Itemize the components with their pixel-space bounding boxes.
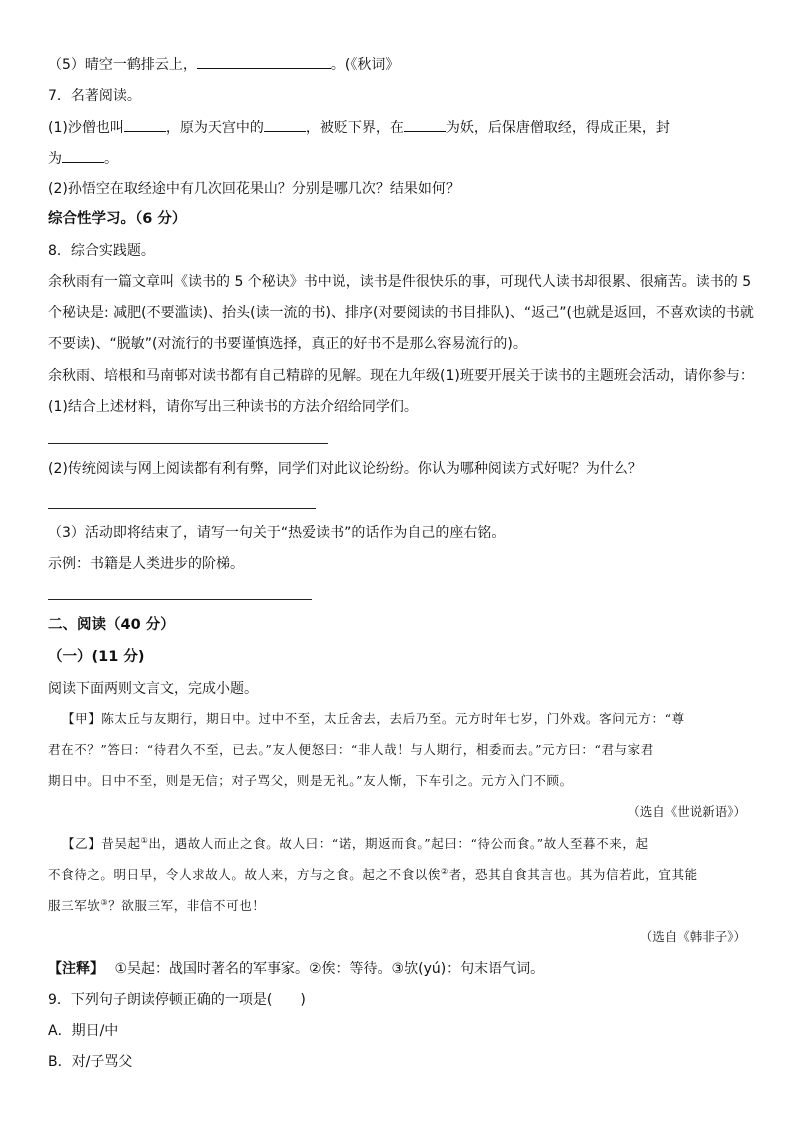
- passage-yi-line: [62, 834, 649, 854]
- footnote-marker: ③: [100, 897, 109, 907]
- notes-text: ①吴起：战国时著名的军事家。②俟：等待。③欤(yú)：句末语气词。: [114, 961, 545, 977]
- q8-example: 示例：书籍是人类进步的阶梯。: [48, 556, 244, 572]
- question-9-title: 9．下列句子朗读停顿正确的一项是( ): [48, 992, 306, 1008]
- answer-blank[interactable]: [264, 117, 306, 132]
- passage-text: 者，恐其自食其言也。其为信若此，宜其能: [448, 867, 698, 882]
- section-heading-reading: 二、阅读（40 分）: [48, 617, 175, 633]
- question-5: [48, 54, 399, 75]
- q7-text: 。: [104, 151, 118, 167]
- q8-paragraph-line: 不要读)、“脱敏”(对流行的书要谨慎选择，真正的好书不是那么容易流行的)。: [48, 336, 527, 352]
- passage-jia-line: 君在不？”答曰：“待君久不至，已去。”友人便怒曰：“非人哉！与人期行，相委而去。”元方曰：“君与家君: [48, 742, 654, 757]
- option-b[interactable]: B．对/子骂父: [48, 1054, 133, 1070]
- passage-yi-source: （选自《韩非子》）: [639, 929, 746, 944]
- q5-prefix: （5）晴空一鹤排云上，: [48, 57, 197, 73]
- q5-suffix: 。(《秋词》: [330, 57, 400, 73]
- q8-subquestion-2: (2)传统阅读与网上阅读都有利有弊，同学们对此议论纷纷。你认为哪种阅读方式好呢？为什么？: [48, 461, 642, 477]
- question-7-part2: (2)孙悟空在取经途中有几次回花果山？分别是哪几次？结果如何？: [48, 181, 460, 197]
- answer-line[interactable]: [48, 508, 316, 509]
- passage-yi-line: [48, 865, 698, 885]
- answer-line[interactable]: [48, 443, 328, 444]
- passage-text: 服三军欤: [48, 898, 101, 913]
- reading-instruction: 阅读下面两则文言文，完成小题。: [48, 681, 258, 697]
- footnote-marker: ②: [441, 866, 449, 876]
- answer-blank[interactable]: [404, 117, 446, 132]
- q8-paragraph-line: 个秘诀是: 减肥(不要滥读)、抬头(读一流的书)、排序(对要阅读的书目排队)、“返己”(也就是返回，不喜欢读的书就: [48, 305, 754, 321]
- q7-text: 为: [48, 151, 62, 167]
- footnote-marker: ①: [140, 835, 149, 845]
- answer-blank[interactable]: [62, 148, 104, 163]
- passage-text: 出，遇故人而止之食。故人曰：“诺，期返而食。”起曰：“待公而食。”故人至暮不来，起: [148, 836, 649, 851]
- answer-blank[interactable]: [197, 54, 331, 69]
- q8-paragraph-line: 余秋雨、培根和马南邨对读书都有自己精辟的见解。现在九年级(1)班要开展关于读书的主题班会活动，请你参与：: [48, 368, 754, 384]
- part-heading: （一）(11 分): [48, 649, 145, 665]
- question-7-title: 7．名著阅读。: [48, 88, 141, 104]
- answer-line[interactable]: [48, 599, 312, 600]
- answer-blank[interactable]: [124, 117, 166, 132]
- q7-text: 为妖，后保唐僧取经，得成正果，封: [445, 120, 670, 136]
- q7-text: (1)沙僧也叫: [48, 120, 124, 136]
- option-a[interactable]: A．期日/中: [48, 1023, 119, 1039]
- passage-yi-line: [48, 896, 265, 916]
- notes-label: 【注释】: [48, 961, 104, 977]
- question-7-part1-cont: [48, 148, 118, 169]
- q8-subquestion-1: (1)结合上述材料，请你写出三种读书的方法介绍给同学们。: [48, 399, 418, 415]
- q7-text: ，被贬下界，在: [305, 120, 404, 136]
- q8-subquestion-3: （3）活动即将结束了，请写一句关于“热爱读书”的话作为自己的座右铭。: [48, 525, 506, 541]
- passage-jia-line: 【甲】陈太丘与友期行，期日中。过中不至，太丘舍去，去后乃至。元方时年七岁，门外戏。客问元方：“尊: [62, 711, 685, 726]
- notes: [48, 959, 544, 979]
- q8-paragraph-line: 余秋雨有一篇文章叫《读书的 5 个秘诀》书中说，读书是件很快乐的事，可现代人读书却很累、很痛苦。读书的 5: [48, 274, 752, 290]
- passage-text: 【乙】昔吴起: [62, 836, 141, 851]
- passage-text: ？欲服三军，非信不可也！: [108, 898, 266, 913]
- q7-text: ，原为天宫中的: [165, 120, 264, 136]
- passage-jia-line: 期日中。日中不至，则是无信；对子骂父，则是无礼。”友人惭，下车引之。元方入门不顾。: [48, 773, 573, 788]
- passage-text: 不食待之。明日早，令人求故人。故人来，方与之食。起之不食以俟: [48, 867, 442, 882]
- section-heading-comprehensive: 综合性学习。（6 分）: [48, 211, 187, 227]
- question-8-title: 8．综合实践题。: [48, 243, 155, 259]
- question-7-part1: [48, 117, 670, 138]
- passage-jia-source: （选自《世说新语》）: [627, 804, 746, 819]
